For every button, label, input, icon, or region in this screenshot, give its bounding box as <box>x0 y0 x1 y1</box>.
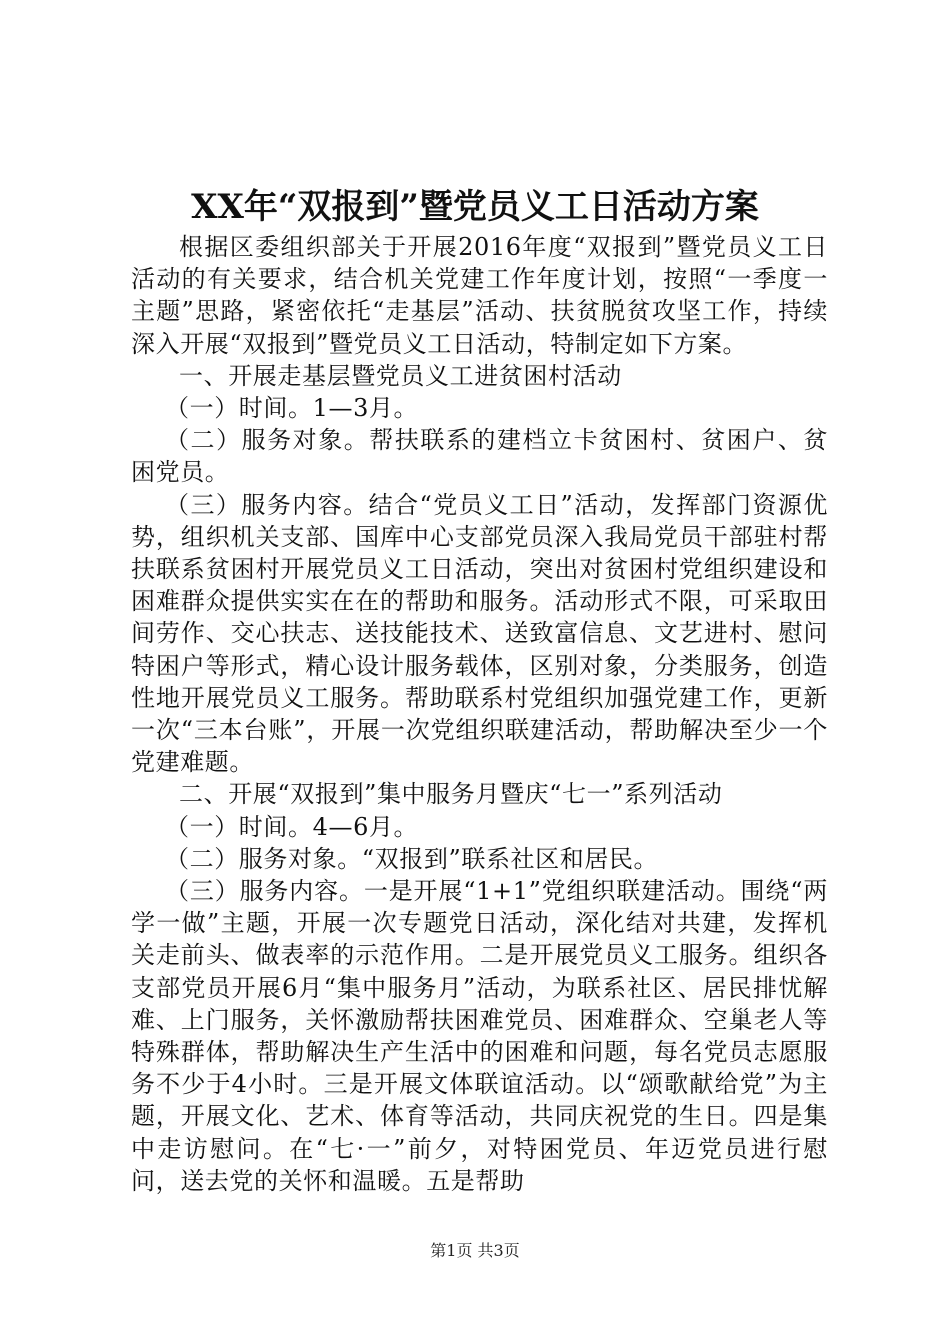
page-footer: 第1页 共3页 <box>430 1241 520 1260</box>
intro-paragraph: 根据区委组织部关于开展2016年度“双报到”暨党员义工日活动的有关要求，结合机关党建工作年度计划，按照“一季度一主题”思路，紧密依托“走基层”活动、扶贫脱贫攻坚工作，持续深入开展“双报到”暨党员义工日活动，特制定如下方案。 <box>131 233 828 358</box>
section-1-target: （二）服务对象。帮扶联系的建档立卡贫困村、贫困户、贫困党员。 <box>131 426 828 487</box>
section-heading-2: 二、开展“双报到”集中服务月暨庆“七一”系列活动 <box>179 780 723 809</box>
section-1-content: （三）服务内容。结合“党员义工日”活动，发挥部门资源优势，组织机关支部、国库中心支部党员深入我局党员干部驻村帮扶联系贫困村开展党员义工日活动，突出对贫困村党组织建设和困难群众提供实实在在的帮助和服务。活动形式不限，可采取田间劳作、交心扶志、送技能技术、送致富信息、文艺进村、慰问特困户等形式，精心设计服务载体，区别对象，分类服务，创造性地开展党员义工服务。帮助联系村党组织加强党建工作，更新一次“三本台账”，开展一次党组织联建活动，帮助解决至少一个党建难题。 <box>131 490 828 777</box>
section-2-time: （一）时间。4—6月。 <box>165 812 419 841</box>
section-heading-1: 一、开展走基层暨党员义工进贫困村活动 <box>179 361 622 390</box>
section-2-content: （三）服务内容。一是开展“1+1”党组织联建活动。围绕“两学一做”主题，开展一次专题党日活动，深化结对共建，发挥机关走前头、做表率的示范作用。二是开展党员义工服务。组织各支部党员开展6月“集中服务月”活动，为联系社区、居民排忧解难、上门服务，关怀激励帮扶困难党员、困难群众、空巢老人等特殊群体，帮助解决生产生活中的困难和问题，每名党员志愿服务不少于4小时。三是开展文体联谊活动。以“颂歌献给党”为主题，开展文化、艺术、体育等活动，共同庆祝党的生日。四是集中走访慰问。在“七·一”前夕，对特困党员、年迈党员进行慰问，送去党的关怀和温暖。五是帮助 <box>131 877 828 1195</box>
document-title: XX年“双报到”暨党员义工日活动方案 <box>191 187 759 227</box>
section-1-time: （一）时间。1—3月。 <box>165 394 419 423</box>
section-2-target: （二）服务对象。“双报到”联系社区和居民。 <box>165 844 659 873</box>
document-body <box>131 231 828 1197</box>
